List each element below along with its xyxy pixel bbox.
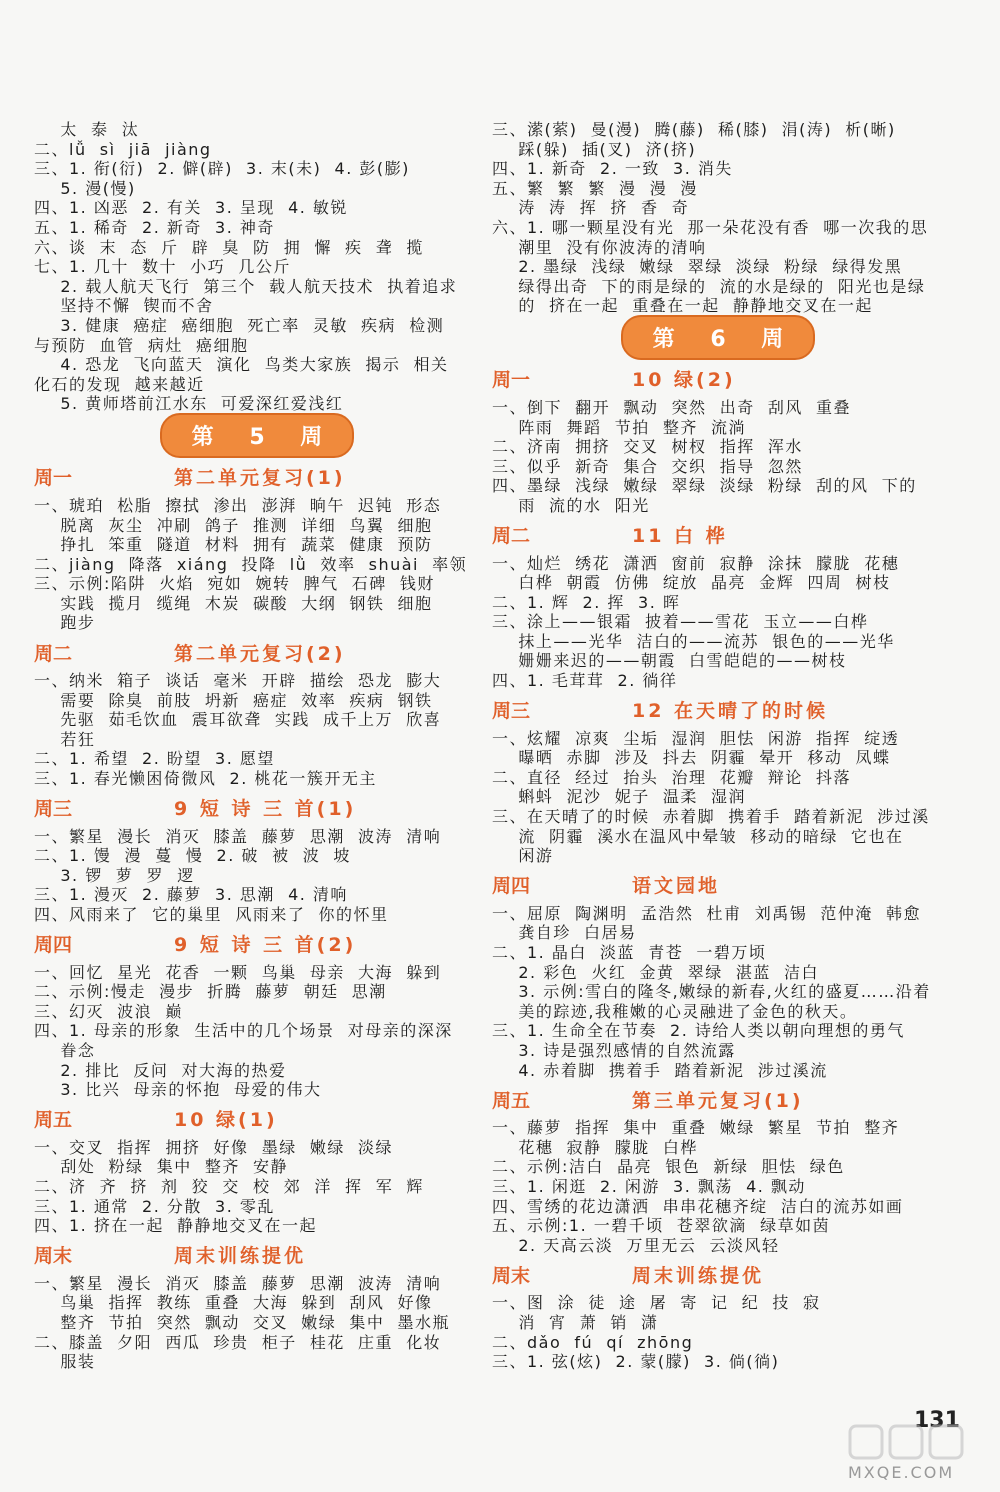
page-number: 131 [914, 1408, 960, 1433]
answer-line: 蝌蚪 泥沙 妮子 温柔 湿润 [492, 787, 747, 807]
answer-line: 绿得出奇 下的雨是绿的 流的水是绿的 阳光也是绿 [492, 276, 926, 296]
answer-line: 三、潆(萦) 曼(漫) 腾(藤) 稀(膝) 涓(涛) 析(晰) [492, 120, 896, 139]
section-header [34, 925, 480, 963]
answer-line: 涛 涛 挥 挤 香 奇 [492, 198, 690, 218]
answer-line: 二、lǚ sì jiā jiàng [34, 139, 212, 159]
answer-line: 曝晒 赤脚 涉及 抖去 阴霾 晕开 移动 凤蝶 [492, 748, 891, 768]
section-day-label: 周四 [34, 934, 73, 957]
section-header [34, 458, 480, 496]
answer-line: 四、风雨来了 它的巢里 风雨来了 你的怀里 [34, 905, 389, 924]
answer-line: 三、1. 闲逛 2. 闲游 3. 飘荡 4. 飘动 [492, 1176, 806, 1196]
answer-line: 3. 示例:雪白的隆冬,嫩绿的新春,火红的盛夏……沿着 [492, 982, 931, 1002]
answer-line: 三、1. 衔(衍) 2. 僻(辟) 3. 末(未) 4. 彭(膨) [34, 159, 410, 179]
answer-line: 刮处 粉绿 集中 整齐 安静 [34, 1157, 289, 1177]
answer-line: 坚持不懈 锲而不舍 [34, 296, 214, 316]
answer-line: 2. 墨绿 浅绿 嫩绿 翠绿 淡绿 粉绿 绿得发黑 [492, 257, 903, 277]
section-day-label: 周二 [492, 525, 531, 547]
answer-line: 实践 揽月 缆绳 木炭 碳酸 大纲 钢铁 细胞 [34, 593, 433, 613]
section-header [34, 633, 480, 671]
answer-line: 四、1. 毛茸茸 2. 徜徉 [492, 671, 678, 691]
answer-line: 化石的发现 越来越近 [34, 374, 205, 394]
section-header [34, 1100, 480, 1138]
answer-line: 3. 健康 癌症 癌细胞 死亡率 灵敏 疾病 检测 [34, 315, 445, 335]
answer-line: 六、1. 哪一颗星没有光 那一朵花没有香 哪一次我的思 [492, 217, 929, 237]
answer-line: 三、示例:陷阱 火焰 宛如 婉转 脾气 石碑 钱财 [34, 574, 435, 594]
section-title: 周末训练提优 [174, 1245, 307, 1268]
answer-line: 三、1. 通常 2. 分散 3. 零乱 [34, 1196, 275, 1216]
section-title: 周末训练提优 [632, 1264, 765, 1287]
section-title: 9 短 诗 三 首(1) [174, 798, 357, 821]
answer-line: 四、1. 凶恶 2. 有关 3. 呈现 4. 敏锐 [34, 198, 348, 218]
answer-line: 七、1. 几十 数十 小巧 几公斤 [34, 257, 291, 277]
section-header [492, 1080, 944, 1118]
answer-line: 三、幻灭 波浪 巅 [34, 1001, 183, 1021]
answer-line: 花穗 寂静 朦胧 白桦 [492, 1137, 698, 1157]
answer-line: 一、回忆 星光 花香 一颗 鸟巢 母亲 大海 躲到 [34, 962, 442, 982]
answer-line: 二、济 齐 挤 剂 狡 交 校 郊 洋 挥 军 辉 [34, 1176, 424, 1196]
answer-line: 一、藤萝 指挥 集中 重叠 嫩绿 繁星 节拍 整齐 [492, 1118, 900, 1138]
answer-line: 5. 漫(慢) [34, 178, 136, 198]
answer-line: 二、jiàng 降落 xiáng 投降 lǜ 效率 shuài 率领 [34, 554, 468, 574]
section-header [492, 516, 944, 554]
answer-line: 二、1. 晶白 淡蓝 青苍 一碧万顷 [492, 943, 767, 962]
answer-line: 4. 恐龙 飞向蓝天 演化 鸟类大家族 揭示 相关 [34, 355, 449, 375]
section-day-label: 周五 [34, 1109, 73, 1132]
answer-line: 4. 赤着脚 携着手 踏着新泥 涉过溪流 [492, 1060, 828, 1080]
section-header [492, 360, 944, 398]
section-day-label: 周二 [34, 642, 73, 665]
answer-line: 阵雨 舞蹈 节拍 整齐 流淌 [492, 417, 747, 437]
answer-line: 二、济南 拥挤 交叉 树杈 指挥 浑水 [492, 437, 803, 457]
answer-line: 消 宵 萧 销 潇 [492, 1312, 659, 1332]
answer-line: 二、dǎo fú qí zhōng [492, 1332, 694, 1352]
section-day-label: 周末 [492, 1264, 531, 1287]
section-day-label: 周末 [34, 1245, 73, 1268]
answer-line: 二、直径 经过 抬头 治理 花瓣 辩论 抖落 [492, 767, 852, 787]
answer-line: 一、灿烂 绣花 潇洒 窗前 寂静 涂抹 朦胧 花穗 [492, 553, 900, 573]
section-header [492, 691, 944, 729]
section-day-label: 周五 [492, 1089, 531, 1112]
answer-line: 若狂 [34, 729, 96, 749]
answer-line: 鸟巢 指挥 教练 重叠 大海 躲到 刮风 好像 [34, 1293, 433, 1313]
answer-line: 五、示例:1. 一碧千顷 苍翠欲滴 绿草如茵 [492, 1216, 831, 1236]
answer-line: 二、1. 馒 漫 蔓 慢 2. 破 被 波 坡 [34, 846, 351, 866]
answer-line: 踩(躲) 插(叉) 济(挤) [492, 139, 697, 159]
section-header [34, 1236, 480, 1274]
answer-line: 2. 载人航天飞行 第三个 载人航天技术 执着追求 [34, 276, 458, 296]
section-title: 10 绿(1) [174, 1109, 278, 1132]
answer-line: 服装 [34, 1352, 96, 1372]
answer-line: 三、1. 春光懒困倚微风 2. 桃花一簇开无主 [34, 769, 377, 789]
answer-line: 二、膝盖 夕阳 西瓜 珍贵 柜子 桂花 庄重 化妆 [34, 1332, 442, 1352]
week-header [34, 414, 480, 458]
answer-line: 龚自珍 白居易 [492, 923, 637, 943]
answer-line: 五、繁 繁 繁 漫 漫 漫 [492, 178, 698, 198]
answer-line: 一、繁星 漫长 消灭 膝盖 藤萝 思潮 波涛 清响 [34, 1273, 442, 1293]
section-title: 9 短 诗 三 首(2) [174, 934, 357, 957]
answer-line: 五、1. 稀奇 2. 新奇 3. 神奇 [34, 217, 275, 237]
answer-line: 一、繁星 漫长 消灭 膝盖 藤萝 思潮 波涛 清响 [34, 826, 442, 846]
section-header [492, 866, 944, 904]
answer-line: 三、1. 漫灭 2. 藤萝 3. 思潮 4. 清响 [34, 885, 348, 905]
answer-line: 脱离 灰尘 冲刷 鸽子 推测 详细 鸟翼 细胞 [34, 515, 433, 535]
answer-line: 姗姗来迟的——朝霞 白雪皑皑的——树枝 [492, 651, 847, 671]
left-column [34, 120, 480, 1372]
answer-line: 四、1. 挤在一起 静静地交叉在一起 [34, 1216, 318, 1236]
answer-line: 眷念 [34, 1040, 96, 1060]
answer-line: 先驱 茹毛饮血 震耳欲聋 实践 成千上万 欣喜 [34, 710, 442, 730]
answer-line: 跑步 [34, 613, 96, 633]
answer-line: 六、谈 末 态 斤 辟 臭 防 拥 懈 疾 聋 揽 [34, 237, 424, 257]
answer-line: 一、纳米 箱子 谈话 毫米 开辟 描绘 恐龙 膨大 [34, 671, 442, 691]
answer-line: 三、涂上——银霜 披着——雪花 玉立——白桦 [492, 612, 869, 632]
answer-line: 一、琥珀 松脂 擦拭 渗出 澎湃 晌午 迟钝 形态 [34, 495, 442, 515]
section-day-label: 周一 [34, 467, 73, 490]
answer-line: 三、似乎 新奇 集合 交织 指导 忽然 [492, 456, 803, 476]
answer-line: 3. 比兴 母亲的怀抱 母爱的伟大 [34, 1080, 322, 1100]
answer-line: 二、示例:洁白 晶亮 银色 新绿 胆怯 绿色 [492, 1157, 845, 1177]
section-title: 语文园地 [632, 875, 721, 898]
answer-line: 四、墨绿 浅绿 嫩绿 翠绿 淡绿 粉绿 刮的风 下的 [492, 476, 917, 496]
answer-line: 一、图 涂 徒 途 屠 寄 记 纪 技 寂 [492, 1293, 821, 1313]
week-header [492, 316, 944, 360]
right-column [492, 120, 944, 1372]
answer-line: 三、1. 弦(炫) 2. 蒙(朦) 3. 倘(徜) [492, 1352, 780, 1372]
answer-line: 需要 除臭 前肢 坍新 癌症 效率 疾病 钢铁 [34, 690, 433, 710]
answer-line: 二、1. 辉 2. 挥 3. 晖 [492, 592, 681, 612]
answer-line: 流 阴霾 溪水在温风中晕皱 移动的暗绿 它也在 [492, 826, 904, 846]
answer-line: 的 挤在一起 重叠在一起 静静地交叉在一起 [492, 296, 873, 316]
section-day-label: 周四 [492, 875, 531, 898]
answer-line: 2. 排比 反问 对大海的热爱 [34, 1060, 287, 1080]
answer-line: 潮里 没有你波涛的清响 [492, 237, 707, 257]
answer-line: 四、1. 新奇 2. 一致 3. 消失 [492, 159, 733, 179]
answer-line: 白桦 朝霞 仿佛 绽放 晶亮 金辉 四周 树枝 [492, 573, 891, 593]
answer-line: 与预防 血管 病灶 癌细胞 [34, 335, 249, 355]
answer-line: 2. 天高云淡 万里无云 云淡风轻 [492, 1235, 780, 1255]
answer-line: 三、1. 生命全在节奏 2. 诗给人类以朝向理想的勇气 [492, 1021, 905, 1041]
watermark-text: MXQE.COM [848, 1463, 955, 1482]
answer-line: 5. 黄师塔前江水东 可爱深红爱浅红 [34, 394, 344, 414]
section-title: 第二单元复习(1) [174, 467, 346, 490]
answer-line: 二、1. 希望 2. 盼望 3. 愿望 [34, 749, 275, 769]
section-title: 10 绿(2) [632, 369, 736, 392]
answer-line: 一、倒下 翻开 飘动 突然 出奇 刮风 重叠 [492, 397, 852, 417]
section-title: 11 白 桦 [632, 525, 728, 547]
answer-line: 一、炫耀 凉爽 尘垢 湿润 胆怯 闲游 指挥 绽透 [492, 728, 900, 748]
answer-line: 闲游 [492, 846, 554, 866]
answer-line: 2. 彩色 火红 金黄 翠绿 湛蓝 洁白 [492, 962, 820, 982]
section-header [492, 1255, 944, 1293]
section-day-label: 周三 [34, 798, 73, 821]
answer-line: 太 泰 汰 [34, 120, 140, 139]
answer-line: 四、雪绣的花边潇洒 串串花穗齐绽 洁白的流苏如画 [492, 1196, 904, 1216]
answer-line: 挣扎 笨重 隧道 材料 拥有 蔬菜 健康 预防 [34, 535, 433, 555]
answer-line: 四、1. 母亲的形象 生活中的几个场景 对母亲的深深 [34, 1021, 453, 1041]
answer-line: 一、屈原 陶渊明 孟浩然 杜甫 刘禹锡 范仲淹 韩愈 [492, 903, 922, 923]
answer-line: 一、交叉 指挥 拥挤 好像 墨绿 嫩绿 淡绿 [34, 1137, 394, 1157]
section-title: 12 在天晴了的时候 [632, 700, 829, 723]
answer-line: 抹上——光华 洁白的——流苏 银色的——光华 [492, 631, 895, 651]
answer-line: 美的踪迹,我稚嫩的心灵融进了金色的秋天。 [492, 1001, 858, 1021]
section-header [34, 789, 480, 827]
section-day-label: 周三 [492, 700, 531, 723]
week-badge: 第 5 周 [160, 413, 355, 458]
section-title: 第二单元复习(2) [174, 642, 346, 665]
answer-line: 二、示例:慢走 漫步 折腾 藤萝 朝廷 思潮 [34, 982, 387, 1002]
section-title: 第三单元复习(1) [632, 1089, 804, 1112]
answer-line: 雨 流的水 阳光 [492, 495, 650, 515]
answer-line: 3. 锣 萝 罗 逻 [34, 865, 195, 885]
week-badge: 第 6 周 [621, 315, 816, 360]
section-day-label: 周一 [492, 369, 531, 392]
answer-line: 整齐 节拍 突然 飘动 交叉 嫩绿 集中 墨水瓶 [34, 1312, 451, 1332]
answer-line: 三、在天晴了的时候 赤着脚 携着手 踏着新泥 涉过溪 [492, 807, 930, 827]
answer-line: 3. 诗是强烈感情的自然流露 [492, 1040, 736, 1060]
